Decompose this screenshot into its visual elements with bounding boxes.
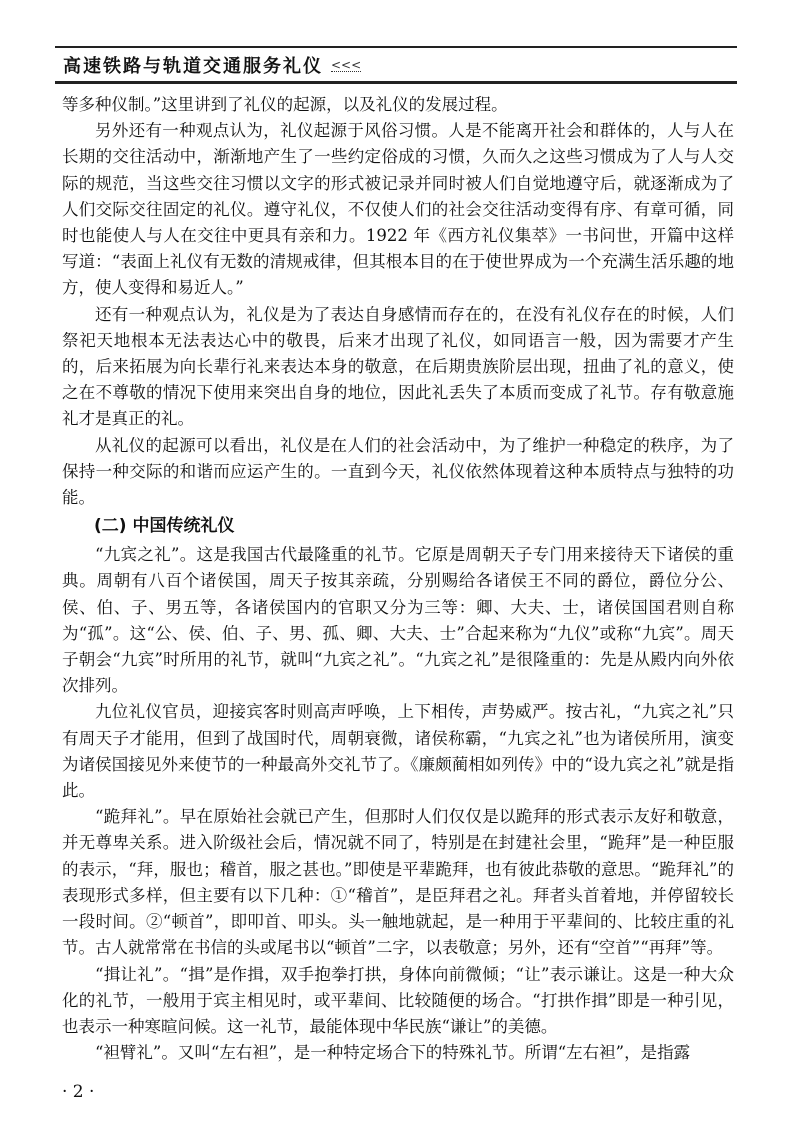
paragraph: 从礼仪的起源可以看出，礼仪是在人们的社会活动中，为了维护一种稳定的秩序，为了保持一种交际的和谐而应运产生的。一直到今天，礼仪依然体现着这种本质特点与独特的功能。 — [62, 435, 734, 508]
paragraph-continued: 等多种仪制。”这里讲到了礼仪的起源，以及礼仪的发展过程。 — [62, 95, 508, 114]
page-number: · 2 · — [62, 1082, 95, 1102]
section-heading: (二) 中国传统礼仪 — [94, 516, 235, 537]
paragraph: 另外还有一种观点认为，礼仪起源于风俗习惯。人是不能离开社会和群体的，人与人在长期的交往活动中，渐渐地产生了一些约定俗成的习惯，久而久之这些习惯成为了人与人交际的规范，当这些交往习惯以文字的形式被记录并同时被人们自觉地遵守后，就逐渐成为了人们交际交往固定的礼仪。遵守礼仪，不仅使人们的社会交往活动变得有序、有章可循，同时也能使人与人在交往中更具有亲和力。1922 年《西方礼仪集萃》一书问世，开篇中这样写道：“表面上礼仪有无数的清规戒律，但其根本目的在于使世界成为一个充满生活乐趣的地方，使人变得和易近人。” — [62, 121, 734, 298]
paragraph: 还有一种观点认为，礼仪是为了表达自身感情而存在的，在没有礼仪存在的时候，人们祭祀天地根本无法表达心中的敬畏，后来才出现了礼仪，如同语言一般，因为需要才产生的，后来拓展为向长辈行礼来表达本身的敬意，在后期贵族阶层出现，扭曲了礼的意义，使之在不尊敬的情况下使用来突出自身的地位，因此礼丢失了本质而变成了礼节。存有敬意施礼才是真正的礼。 — [62, 304, 734, 429]
running-header — [55, 46, 737, 84]
header-ornament: <<< — [331, 57, 362, 72]
paragraph: “跪拜礼”。早在原始社会就已产生，但那时人们仅仅是以跪拜的形式表示友好和敬意，并无尊卑关系。进入阶级社会后，情况就不同了，特别是在封建社会里，“跪拜”是一种臣服的表示，“拜，服也；稽首，服之甚也。”即使是平辈跪拜，也有彼此恭敬的意思。“跪拜礼”的表现形式多样，但主要有以下几种：①“稽首”，是臣拜君之礼。拜者头首着地，并停留较长一段时间。②“顿首”，即叩首、叩头。头一触地就起，是一种用于平辈间的、比较庄重的礼节。古人就常常在书信的头或尾书以“顿首”二字，以表敬意；另外，还有“空首”“再拜”等。 — [62, 807, 734, 958]
header-top-rule — [55, 46, 737, 48]
paragraph: “袒臂礼”。又叫“左右袒”，是一种特定场合下的特殊礼节。所谓“左右袒”，是指露 — [95, 1043, 691, 1063]
paragraph: 九位礼仪官员，迎接宾客时则高声呼唤，上下相传，声势威严。按古礼，“九宾之礼”只有周天子才能用，但到了战国时代，周朝衰微，诸侯称霸，“九宾之礼”也为诸侯所用，演变为诸侯国接见外来使节的一种最高外交礼节了。《廉颇蔺相如列传》中的“设九宾之礼”就是指此。 — [62, 702, 734, 801]
page-body — [62, 92, 734, 1066]
book-title: 高速铁路与轨道交通服务礼仪 — [63, 56, 323, 77]
paragraph: “揖让礼”。“揖”是作揖，双手抱拳打拱，身体向前微倾；“让”表示谦让。这是一种大众化的礼节，一般用于宾主相见时，或平辈间、比较随便的场合。“打拱作揖”即是一种引见，也表示一种寒暄问候。这一礼节，最能体现中华民族“谦让”的美德。 — [62, 964, 734, 1036]
paragraph: “九宾之礼”。这是我国古代最隆重的礼节。它原是周朝天子专门用来接待天下诸侯的重典。周朝有八百个诸侯国，周天子按其亲疏，分别赐给各诸侯王不同的爵位，爵位分公、侯、伯、子、男五等，各诸侯国内的官职又分为三等：卿、大夫、士，诸侯国国君则自称为“孤”。这“公、侯、伯、子、男、孤、卿、大夫、士”合起来称为“九仪”或称“九宾”。周天子朝会“九宾”时所用的礼节，就叫“九宾之礼”。“九宾之礼”是很隆重的：先是从殿内向外依次排列。 — [62, 545, 734, 696]
header-bottom-rule — [55, 81, 737, 84]
